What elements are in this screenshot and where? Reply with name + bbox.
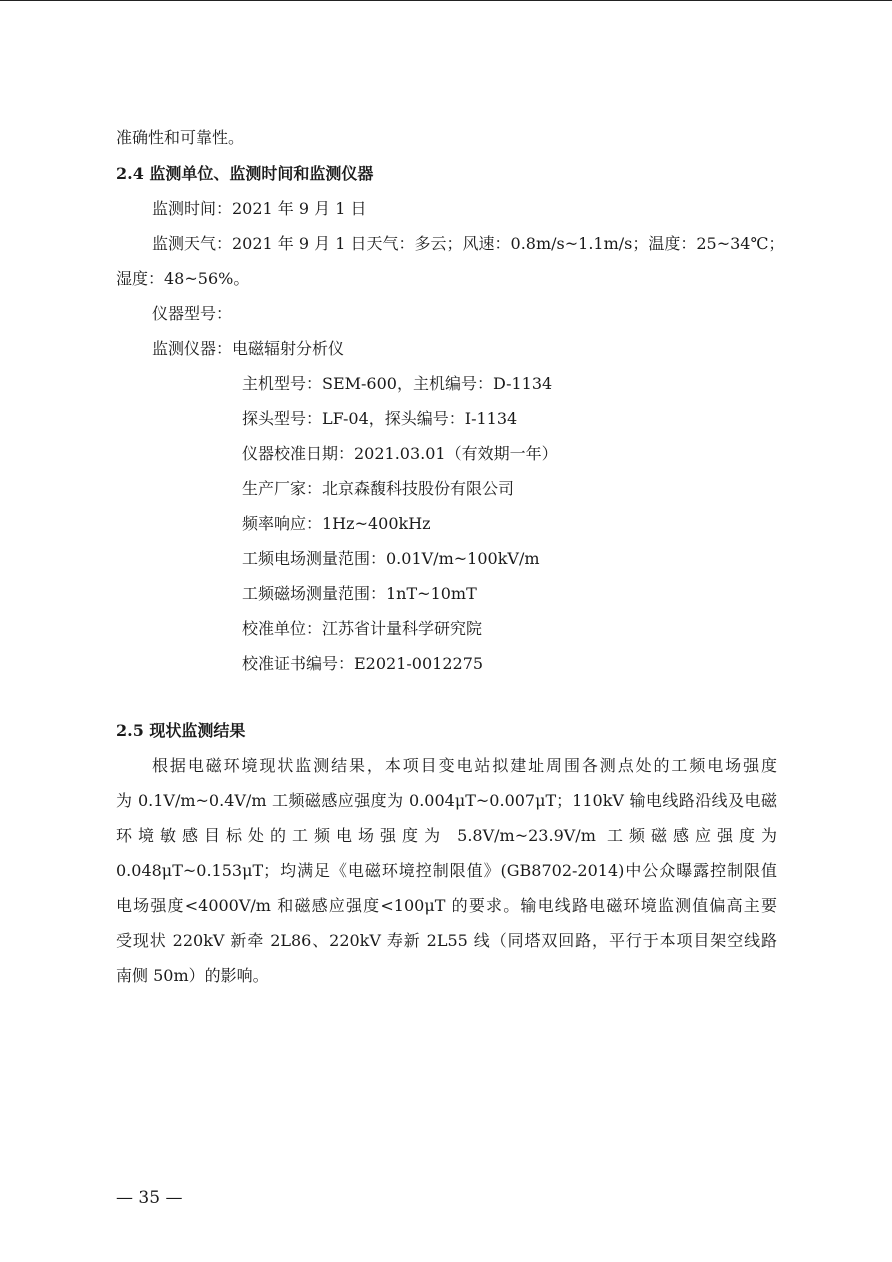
instrument-model-label: 仪器型号：: [152, 304, 233, 323]
instrument-detail-frequency-response: 频率响应：1Hz~400kHz: [242, 514, 431, 533]
instrument-detail-host-model: 主机型号：SEM-600，主机编号：D-1134: [242, 374, 553, 393]
monitor-weather-line-2: 湿度：48~56%。: [116, 269, 250, 288]
results-paragraph-line: 为 0.1V/m~0.4V/m 工频磁感应强度为 0.004μT~0.007μT；110kV 输电线路沿线及电磁: [116, 791, 777, 810]
section-2-5-heading: 2.5 现状监测结果: [116, 721, 246, 740]
instrument-detail-electric-field-range: 工频电场测量范围：0.01V/m~100kV/m: [242, 549, 540, 568]
instrument-detail-calibration-date: 仪器校准日期：2021.03.01（有效期一年）: [242, 444, 558, 463]
top-border-line: [0, 0, 892, 1]
results-paragraph-line: 根据电磁环境现状监测结果，本项目变电站拟建址周围各测点处的工频电场强度: [152, 756, 777, 775]
monitor-weather-line-1: 监测天气：2021 年 9 月 1 日天气：多云；风速：0.8m/s~1.1m/s；温度：25~34℃；: [152, 234, 785, 253]
monitor-instrument-text: 监测仪器：电磁辐射分析仪: [152, 339, 345, 358]
instrument-detail-manufacturer: 生产厂家：北京森馥科技股份有限公司: [242, 479, 515, 498]
results-paragraph-line: 南侧 50m）的影响。: [116, 966, 269, 985]
instrument-detail-certificate-number: 校准证书编号：E2021-0012275: [242, 654, 484, 673]
instrument-detail-probe-model: 探头型号：LF-04，探头编号：I-1134: [242, 409, 518, 428]
intro-continuation-text: 准确性和可靠性。: [116, 128, 245, 147]
monitor-time-text: 监测时间：2021 年 9 月 1 日: [152, 199, 367, 218]
section-2-4-heading: 2.4 监测单位、监测时间和监测仪器: [116, 164, 374, 183]
instrument-detail-magnetic-field-range: 工频磁场测量范围：1nT~10mT: [242, 584, 477, 603]
page-number: — 35 —: [116, 1188, 183, 1208]
results-paragraph-line: 环境敏感目标处的工频电场强度为 5.8V/m~23.9V/m 工频磁感应强度为: [116, 826, 777, 845]
results-paragraph-line: 0.048μT~0.153μT；均满足《电磁环境控制限值》(GB8702-2014)中公众曝露控制限值: [116, 861, 777, 880]
results-paragraph-line: 电场强度<4000V/m 和磁感应强度<100μT 的要求。输电线路电磁环境监测值偏高主要: [116, 896, 777, 915]
results-paragraph-line: 受现状 220kV 新牵 2L86、220kV 寿新 2L55 线（同塔双回路，平行于本项目架空线路: [116, 931, 777, 950]
instrument-detail-calibration-unit: 校准单位：江苏省计量科学研究院: [242, 619, 483, 638]
